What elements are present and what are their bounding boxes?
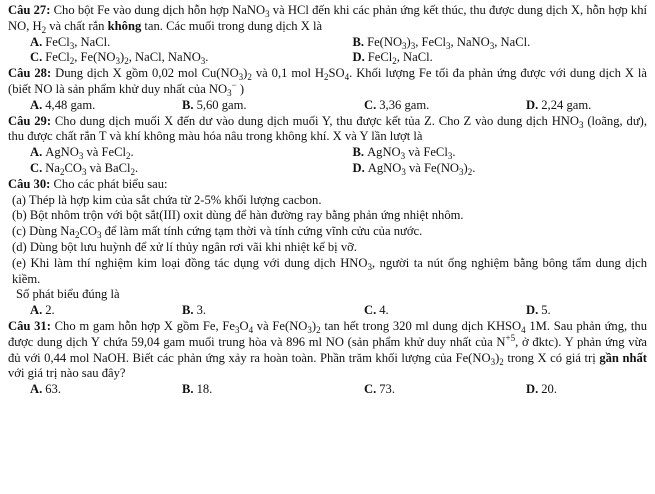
options-row [8,98,647,114]
option-a[interactable]: A. 2. [30,303,55,318]
option-a[interactable]: A. FeCl$_3$, NaCl. [30,34,111,51]
option-b[interactable]: B. AgNO$_3$ và FeCl$_3$. [352,145,456,162]
options-row [8,161,647,177]
question-text: Cho các phát biểu sau: [53,176,168,191]
question-number: Câu 30: [8,176,51,191]
option-c[interactable]: C. FeCl$_2$, $Fe(NO_3)_2$, NaCl, NaNO$_3$. [30,50,209,67]
option-d[interactable]: D. 2,24 gam. [526,97,592,112]
option-d[interactable]: D. AgNO$_3$ và $Fe(NO_3)_2$. [352,160,476,177]
question-text: Cho m gam hỗn hợp X gồm Fe, $Fe_3O_4$ và $Fe(NO_3)_2$ tan hết trong 320 ml dung dịch $KHSO_4$ 1M. Sau phản ứng, thu được dung dịch Y chứa 59,04 gam muối trung hòa và 896 ml NO (sản phẩm khử duy nhất của $N^{+5}$, ở đktc). Y phản ứng vừa đủ với 0,44 mol NaOH. Biết các phản ứng xảy ra hoàn toàn. Phần trăm khối lượng của $Fe(NO_3)_2$ trong X có giá trị gần nhất với giá trị nào sau đây? [8,318,648,381]
question-28 [8,66,647,113]
option-c[interactable]: C. 73. [364,382,395,397]
option-a[interactable]: A. 63. [30,382,61,397]
option-a[interactable]: A. AgNO$_3$ và FeCl$_2$. [30,145,134,162]
question-31 [8,319,647,398]
question-31-stem [8,319,647,382]
question-29-stem [8,114,647,146]
question-30-stem [8,177,647,193]
question-number: Câu 29: [8,113,52,128]
option-c[interactable]: C. $Na_2CO_3$ và BaCl$_2$. [30,160,139,177]
question-30 [8,177,647,319]
option-b[interactable]: B. 3. [182,303,207,318]
statement-d: (d) Dùng bột lưu huỳnh để xử lí thủy ngân rơi vãi khi nhiệt kế bị vỡ. [12,239,357,254]
option-d[interactable]: D. FeCl$_2$, NaCl. [352,50,433,67]
question-27-stem [8,3,647,35]
question-27 [8,3,647,66]
question-29 [8,114,647,177]
options-row [8,303,647,319]
statement-a: (a) Thép là hợp kim của sắt chứa từ 2-5% khối lượng cacbon. [12,192,322,207]
options-row [8,50,647,66]
option-b[interactable]: B. 5,60 gam. [182,97,247,112]
question-text: Cho bột Fe vào dung dịch hỗn hợp NaNO$_3$ và HCl đến khi các phản ứng kết thúc, thu được dung dịch X, hỗn hợp khí NO, $H_2$ và chất rắn không tan. Các muối trong dung dịch X là [8,3,647,35]
option-d[interactable]: D. 20. [526,382,557,397]
option-c[interactable]: C. 4. [364,303,389,318]
option-b[interactable]: B. $Fe(NO_3)_3$, FeCl$_3$, NaNO$_3$, NaCl. [352,34,531,51]
count-prompt: Số phát biểu đúng là [16,287,120,302]
question-number: Câu 31: [8,318,51,333]
option-b[interactable]: B. 18. [182,382,213,397]
options-row [8,35,647,51]
question-number: Câu 28: [8,66,52,81]
options-row [8,382,647,398]
statement-c: (c) Dùng $Na_2CO_3$ để làm mất tính cứng tạm thời và tính cứng vĩnh cửu của nước. [12,224,423,241]
option-a[interactable]: A. 4,48 gam. [30,97,96,112]
question-text: Dung dịch X gồm 0,02 mol $Cu(NO_3)_2$ và 0,1 mol $H_2SO_4$. Khối lượng Fe tối đa phản ứng được với dung dịch X là (biết NO là sản phẩm khử duy nhất của $NO_3^-$ ) [8,66,647,98]
question-number: Câu 27: [8,3,51,17]
question-text: Cho dung dịch muối X đến dư vào dung dịch muối Y, thu được kết tủa Z. Cho Z vào dung dịch $HNO_3$ (loãng, dư), thu được chất rắn T và khí không màu hóa nâu trong không khí. X và Y lần lượt là [8,113,647,144]
option-c[interactable]: C. 3,36 gam. [364,97,430,112]
option-d[interactable]: D. 5. [526,303,551,318]
question-28-stem [8,66,647,98]
options-row [8,145,647,161]
statement-e: (e) Khi làm thí nghiệm kim loại đồng tác dụng với dung dịch $HNO_3$, người ta nút ống nghiệm bằng bông tẩm dung dịch kiềm. [12,255,647,286]
statement-b: (b) Bột nhôm trộn với bột sắt(III) oxit dùng để hàn đường ray bằng phản ứng nhiệt nhôm. [12,208,464,223]
